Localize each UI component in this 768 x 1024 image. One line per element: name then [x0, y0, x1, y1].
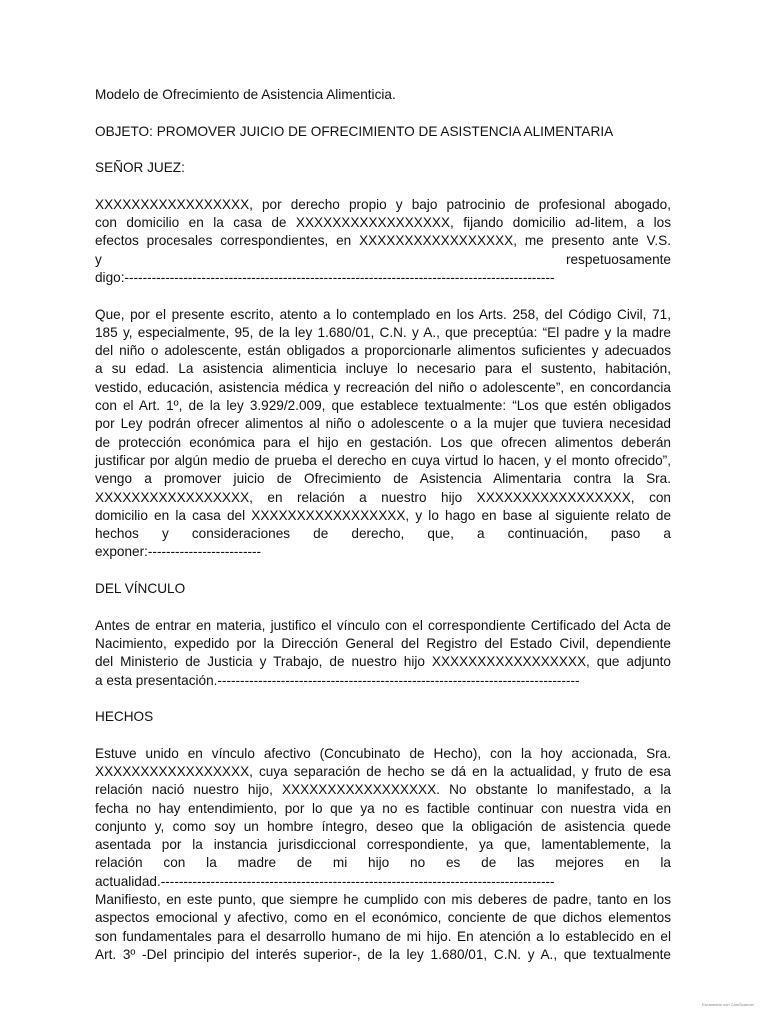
intro-line: con domicilio en la casa de XXXXXXXXXXXXXXXXX, fijando domicilio ad-litem, a los	[95, 215, 671, 231]
hechos-line: asentada por la instancia jurisdiccional correspondiente, ya que, lamentablemente, la	[95, 837, 671, 853]
intro-paragraph	[95, 196, 671, 287]
body-line: del niño o adolescente, están obligados a proporcionarle alimentos suficientes y adecuados	[95, 343, 671, 359]
intro-line: digo:-----------------------------------------------------------------------------------------------	[95, 269, 555, 285]
vinculo-line: Nacimiento, expedido por la Dirección General del Registro del Estado Civil, dependiente	[95, 635, 671, 651]
hechos-line: fecha no hay entendimiento, por lo que ya no es factible continuar con nuestra vida en	[95, 800, 671, 816]
body-line: 185 y, especialmente, 95, de la ley 1.680/01, C.N. y A., que preceptúa: “El padre y la madre	[95, 324, 671, 340]
hechos-line: actualidad.---------------------------------------------------------------------------------------	[95, 873, 555, 889]
hechos-line: Manifiesto, en este punto, que siempre he cumplido con mis deberes de padre, tanto en los	[95, 892, 671, 908]
hechos-heading: HECHOS	[95, 709, 154, 725]
intro-line: efectos procesales correspondientes, en XXXXXXXXXXXXXXXXX, me presento ante V.S.	[95, 233, 671, 249]
hechos-line: Estuve unido en vínculo afectivo (Concubinato de Hecho), con la hoy accionada, Sra.	[95, 745, 671, 761]
body-line: exponer:-------------------------	[95, 544, 262, 560]
document-title: Modelo de Ofrecimiento de Asistencia Alimenticia.	[95, 87, 396, 102]
hechos-line: aspectos emocional y afectivo, como en el económico, conciente de que dichos elementos	[95, 910, 671, 926]
body-paragraph	[95, 306, 671, 562]
hechos-line: conjunto y, como soy un hombre íntegro, deseo que la obligación de asistencia quede	[95, 818, 671, 834]
body-line: vestido, educación, asistencia médica y recreación del niño o adolescente”, en concordancia	[95, 379, 671, 395]
intro-line: y respetuosamente	[95, 251, 671, 267]
body-line: vengo a promover juicio de Ofrecimiento de Asistencia Alimentaria contra la Sra.	[95, 471, 671, 487]
objeto-line: OBJETO: PROMOVER JUICIO DE OFRECIMIENTO DE ASISTENCIA ALIMENTARIA	[95, 123, 614, 139]
salutation: SEÑOR JUEZ:	[95, 160, 185, 176]
body-line: hechos y consideraciones de derecho, que, a continuación, paso a	[95, 526, 671, 542]
vinculo-line: Antes de entrar en materia, justifico el vínculo con el correspondiente Certificado del Acta de	[95, 617, 671, 633]
vinculo-heading: DEL VÍNCULO	[95, 581, 186, 597]
hechos-line: relación con la madre de mi hijo no es de las mejores en la	[95, 855, 671, 871]
body-line: de protección económica para el hijo en gestación. Los que ofrecen alimentos deberán	[95, 434, 671, 450]
body-line: con el Art. 1º, de la ley 3.929/2.009, que establece textualmente: “Los que estén obligados	[95, 398, 671, 414]
body-line: Que, por el presente escrito, atento a lo contemplado en los Arts. 258, del Código Civil, 71,	[95, 306, 671, 322]
body-line: justificar por algún medio de prueba el derecho en cuya virtud lo hacen, y el monto ofrecido”,	[95, 452, 671, 468]
vinculo-paragraph	[95, 617, 671, 690]
hechos-line: XXXXXXXXXXXXXXXXX, cuya separación de hecho se dá en la actualidad, y fruto de esa	[95, 763, 671, 779]
scanner-watermark: Escaneado con CamScanner	[701, 1001, 754, 1007]
body-line: XXXXXXXXXXXXXXXXX, en relación a nuestro hijo XXXXXXXXXXXXXXXXX, con	[95, 489, 671, 505]
vinculo-line: del Ministerio de Justicia y Trabajo, de nuestro hijo XXXXXXXXXXXXXXXXX, que adjunto	[95, 654, 671, 670]
hechos-line: son fundamentales para el desarrollo humano de mi hijo. En atención a lo establecido en el	[95, 928, 671, 944]
vinculo-line: a esta presentación.--------------------------------------------------------------------------------	[95, 672, 580, 688]
intro-line: XXXXXXXXXXXXXXXXX, por derecho propio y bajo patrocinio de profesional abogado,	[95, 196, 671, 212]
hechos-paragraph	[95, 745, 671, 965]
body-line: por Ley podrán ofrecer alimentos al niño o adolescente o a la mujer que tuviera necesidad	[95, 416, 671, 432]
hechos-line: relación nació nuestro hijo, XXXXXXXXXXXXXXXXX. No obstante lo manifestado, a la	[95, 782, 671, 798]
hechos-line: Art. 3º -Del principio del interés superior-, de la ley 1.680/01, C.N. y A., que textualmente	[95, 946, 671, 962]
body-line: a su edad. La asistencia alimenticia incluye lo necesario para el sustento, habitación,	[95, 361, 671, 377]
body-line: domicilio en la casa del XXXXXXXXXXXXXXXXX, y lo hago en base al siguiente relato de	[95, 507, 671, 523]
